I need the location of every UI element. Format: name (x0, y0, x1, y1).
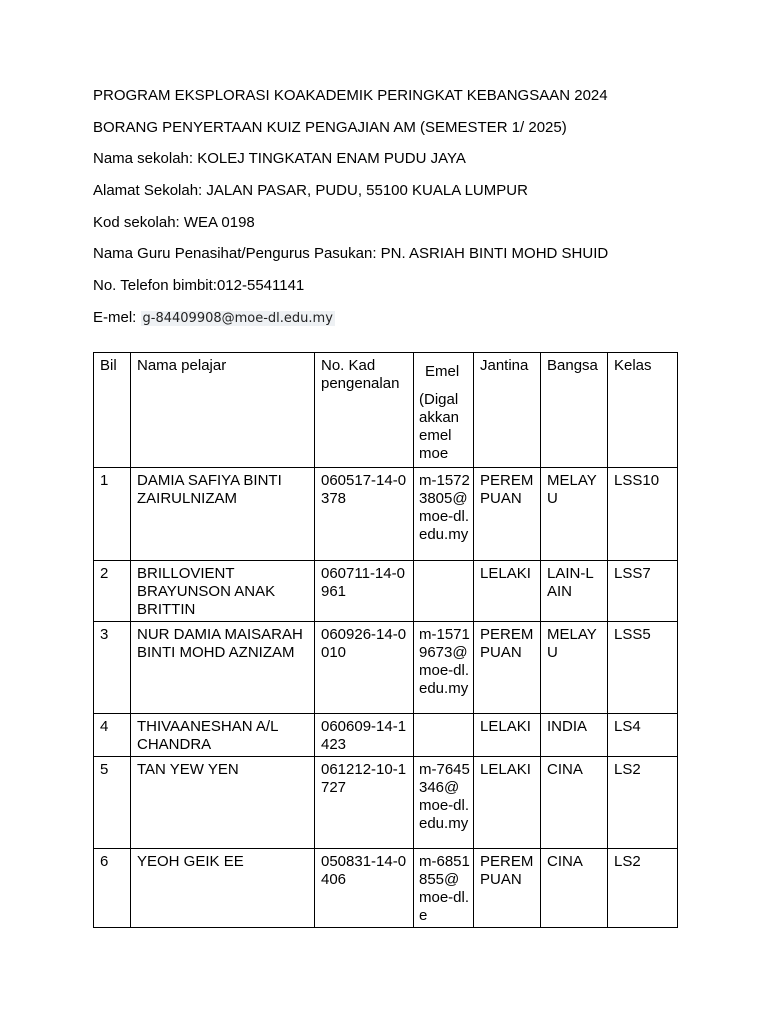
cell-nama: YEOH GEIK EE (131, 849, 315, 928)
cell-jantina: LELAKI (474, 714, 541, 757)
school-name: Nama sekolah: KOLEJ TINGKATAN ENAM PUDU JAYA (93, 150, 466, 167)
school-address: Alamat Sekolah: JALAN PASAR, PUDU, 55100 KUALA LUMPUR (93, 182, 528, 199)
cell-emel[interactable]: m-7645346@moe-dl.edu.my (414, 757, 474, 849)
cell-emel (414, 714, 474, 757)
header-kelas: Kelas (608, 353, 678, 468)
header-emel-note: (Digal akkan emel moe (419, 391, 460, 462)
cell-kelas: LSS10 (608, 468, 678, 561)
email-line (93, 309, 335, 328)
cell-jantina: PEREMPUAN (474, 849, 541, 928)
cell-bil: 4 (94, 714, 131, 757)
header-emel-label: Emel (425, 363, 460, 380)
cell-jantina: LELAKI (474, 561, 541, 622)
header-nama: Nama pelajar (131, 353, 315, 468)
cell-kelas: LS2 (608, 757, 678, 849)
cell-emel[interactable]: m-15723805@moe-dl.edu.my (414, 468, 474, 561)
cell-kelas: LSS5 (608, 622, 678, 714)
cell-bil: 1 (94, 468, 131, 561)
form-title: BORANG PENYERTAAN KUIZ PENGAJIAN AM (SEMESTER 1/ 2025) (93, 119, 567, 136)
cell-ic: 060711-14-0961 (315, 561, 414, 622)
cell-ic: 060926-14-0010 (315, 622, 414, 714)
cell-bangsa: INDIA (541, 714, 608, 757)
header-ic: No. Kad pengenalan (315, 353, 414, 468)
cell-bil: 3 (94, 622, 131, 714)
cell-bangsa: CINA (541, 757, 608, 849)
cell-bil: 2 (94, 561, 131, 622)
cell-jantina: PEREMPUAN (474, 622, 541, 714)
cell-emel[interactable]: m-6851855@moe-dl.e (414, 849, 474, 928)
cell-nama: BRILLOVIENT BRAYUNSON ANAK BRITTIN (131, 561, 315, 622)
header-bangsa: Bangsa (541, 353, 608, 468)
advisor-name: Nama Guru Penasihat/Pengurus Pasukan: PN. ASRIAH BINTI MOHD SHUID (93, 245, 609, 262)
school-code: Kod sekolah: WEA 0198 (93, 214, 255, 231)
cell-emel[interactable]: m-15719673@moe-dl.edu.my (414, 622, 474, 714)
header-bil: Bil (94, 353, 131, 468)
table-header-row (94, 353, 678, 468)
table-row (94, 849, 678, 928)
cell-jantina: LELAKI (474, 757, 541, 849)
table-row (94, 561, 678, 622)
email-label: E-mel: (93, 309, 141, 326)
cell-bangsa: CINA (541, 849, 608, 928)
cell-ic: 061212-10-1727 (315, 757, 414, 849)
cell-kelas: LS4 (608, 714, 678, 757)
program-title: PROGRAM EKSPLORASI KOAKADEMIK PERINGKAT KEBANGSAAN 2024 (93, 87, 608, 104)
cell-kelas: LS2 (608, 849, 678, 928)
table-row (94, 714, 678, 757)
header-jantina: Jantina (474, 353, 541, 468)
cell-jantina: PEREMPUAN (474, 468, 541, 561)
cell-bangsa: MELAYU (541, 622, 608, 714)
cell-ic: 060517-14-0378 (315, 468, 414, 561)
cell-nama: DAMIA SAFIYA BINTI ZAIRULNIZAM (131, 468, 315, 561)
cell-kelas: LSS7 (608, 561, 678, 622)
cell-bangsa: LAIN-LAIN (541, 561, 608, 622)
cell-nama: NUR DAMIA MAISARAH BINTI MOHD AZNIZAM (131, 622, 315, 714)
table-row (94, 622, 678, 714)
header-emel (414, 353, 474, 468)
cell-nama: THIVAANESHAN A/L CHANDRA (131, 714, 315, 757)
cell-nama: TAN YEW YEN (131, 757, 315, 849)
cell-bangsa: MELAYU (541, 468, 608, 561)
advisor-phone: No. Telefon bimbit:012-5541141 (93, 277, 305, 294)
cell-bil: 5 (94, 757, 131, 849)
cell-emel (414, 561, 474, 622)
cell-ic: 060609-14-1423 (315, 714, 414, 757)
participants-table (93, 352, 678, 928)
cell-ic: 050831-14-0406 (315, 849, 414, 928)
table-row (94, 468, 678, 561)
cell-bil: 6 (94, 849, 131, 928)
email-link[interactable]: g-84409908@moe-dl.edu.my (142, 311, 333, 326)
table-row (94, 757, 678, 849)
